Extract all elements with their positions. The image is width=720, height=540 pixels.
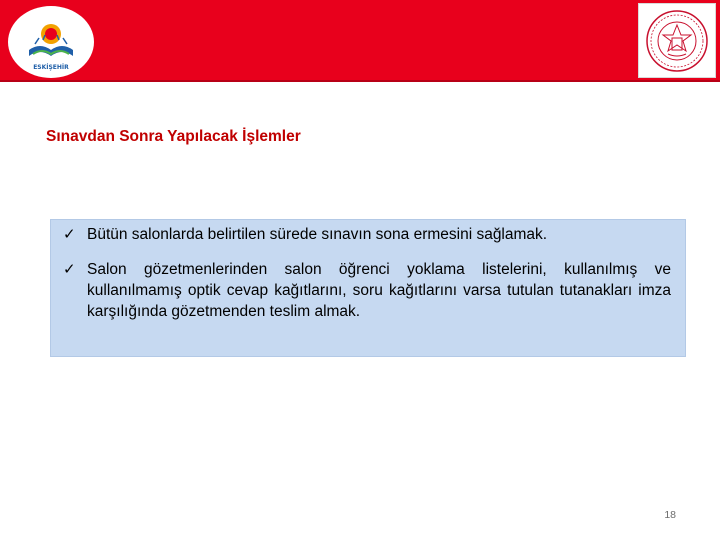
slide-title: Sınavdan Sonra Yapılacak İşlemler <box>46 128 301 145</box>
check-icon: ✓ <box>63 261 76 278</box>
bullet-item <box>61 259 671 322</box>
bullet-text: Salon gözetmenlerinden salon öğrenci yoklama listelerini, kullanılmış ve kullanılmamış optik cevap kağıtlarını, soru kağıtlarını varsa tutulan tutanakları imza karşılığında gözetmenden teslim almak. <box>87 261 671 320</box>
bullet-text: Bütün salonlarda belirtilen sürede sınavın sona ermesini sağlamak. <box>87 226 548 243</box>
book-logo-icon <box>11 10 91 74</box>
eskisehir-logo <box>8 6 94 78</box>
header-band <box>0 0 720 82</box>
logo-left-text: ESKİŞEHİR <box>33 64 69 71</box>
page-number: 18 <box>664 509 676 521</box>
ministry-seal <box>638 3 716 78</box>
seal-icon <box>644 8 710 74</box>
check-icon: ✓ <box>63 226 76 243</box>
bullet-item <box>61 224 671 245</box>
content-box <box>50 219 686 357</box>
